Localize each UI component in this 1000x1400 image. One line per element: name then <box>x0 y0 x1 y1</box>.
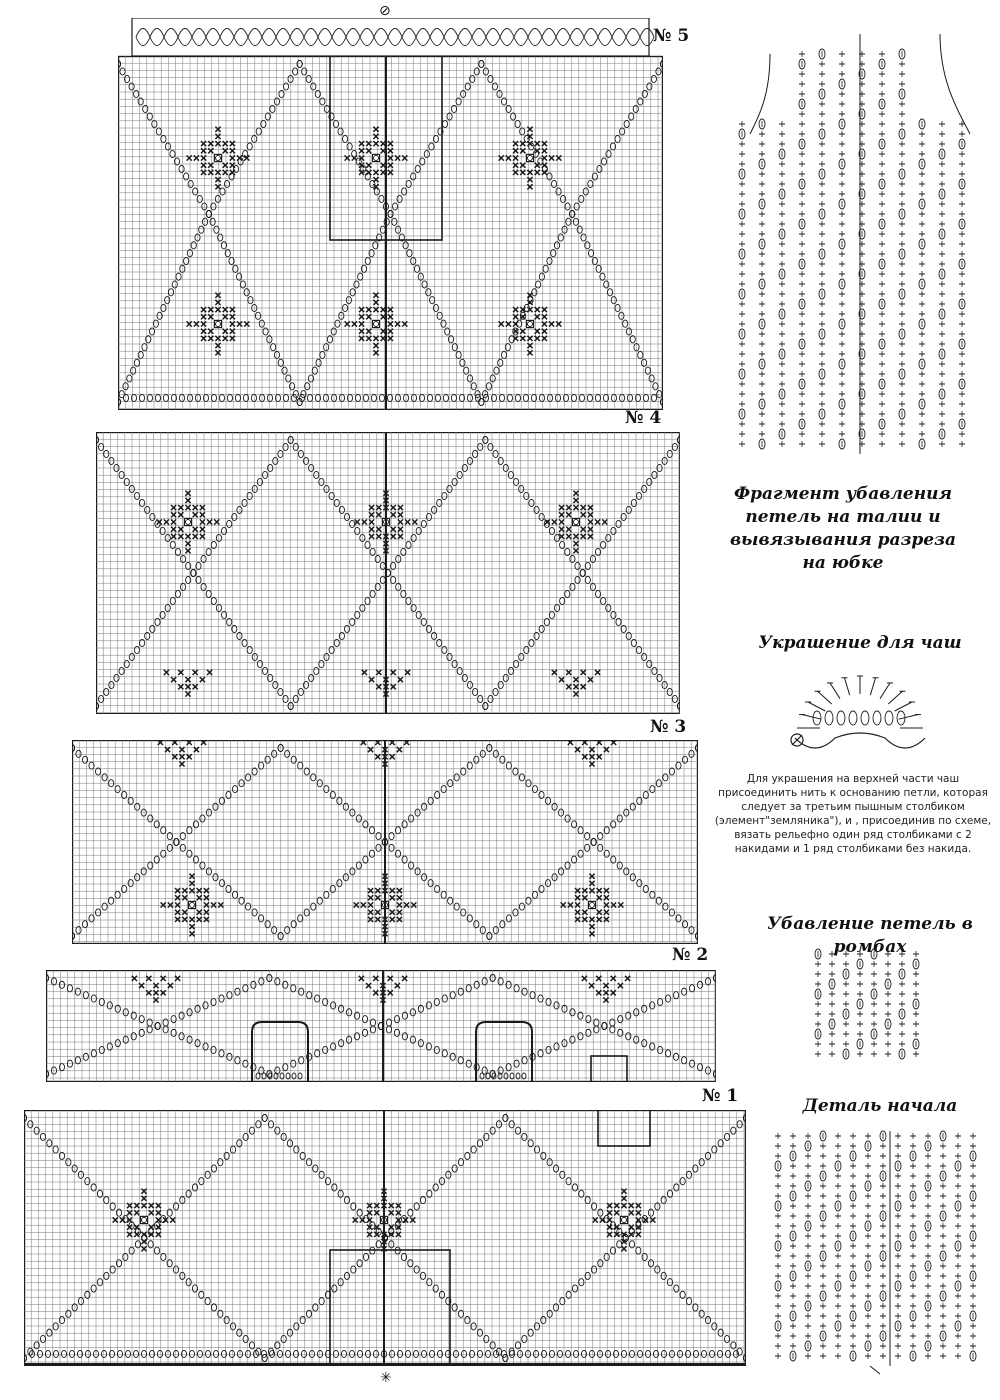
rhomb-decrease-title: Убавление петель в ромбах <box>767 914 973 957</box>
chart-panel-5 <box>118 18 663 410</box>
rhomb-decrease-diagram <box>808 946 924 1066</box>
waist-fragment-title: Фрагмент убавления петель на талии и вывязывания разреза на юбке <box>729 484 956 573</box>
chart-panel-1 <box>24 1110 746 1366</box>
end-mark-1: ✳ <box>380 1370 392 1386</box>
filet-chart-5 <box>118 18 663 410</box>
cup-decoration-note: Для украшения на верхней части чаш присоединить нить к основанию петли, которая следует за третьим пышным столбиком (элемент"земляника"), и , присоединив по схеме, вязать рельефно один ряд столбиками с 2 накидами и 1 ряд столбиками без накида. <box>714 773 992 855</box>
chart-label-2: № 2 <box>672 945 709 965</box>
filet-chart-3 <box>72 740 698 944</box>
filet-chart-2 <box>46 970 716 1082</box>
chart-label-5: № 5 <box>653 26 690 46</box>
filet-chart-1 <box>24 1110 746 1366</box>
cup-decoration-diagram <box>785 668 935 764</box>
filet-chart-4 <box>96 432 680 714</box>
chart-panel-3 <box>72 740 698 944</box>
waist-fragment-diagram <box>730 14 992 460</box>
start-detail-diagram <box>770 1126 992 1376</box>
start-detail-title: Деталь начала <box>802 1096 958 1116</box>
start-mark-5: ⊘ <box>379 3 391 19</box>
chart-label-1: № 1 <box>702 1086 739 1106</box>
chart-label-4: № 4 <box>625 408 662 428</box>
chart-panel-2 <box>46 970 716 1082</box>
cup-decoration-title: Украшение для чаш <box>758 633 962 653</box>
chart-panel-4 <box>96 432 680 714</box>
chart-label-3: № 3 <box>650 717 687 737</box>
